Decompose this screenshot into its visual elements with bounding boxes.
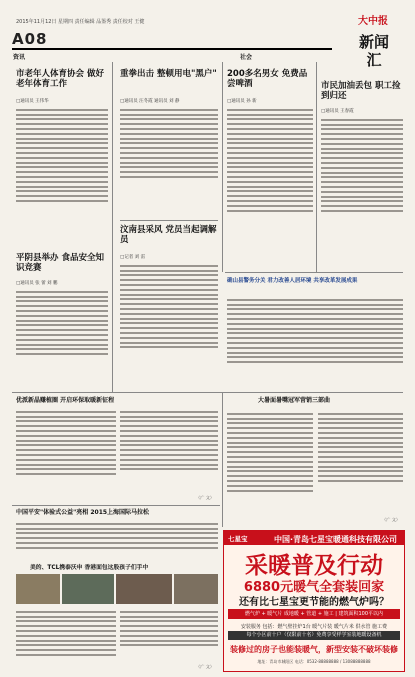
article-body [120, 408, 218, 494]
article-byline: □通讯员 孙 新 [227, 99, 257, 104]
ad-offer: 6880元暖气全套装回家 [243, 580, 385, 595]
article-byline: □通讯员 王春霞 [321, 109, 354, 114]
article-headline: 美的、TCL携泰沃申 香港面包这股孩子们手中 [30, 565, 149, 571]
ad-slogan: 装修过的房子也能装暖气，新型安装不破坏装修 [230, 645, 398, 654]
article-headline: 大暑面暑嘴冠军营销三部曲 [258, 397, 331, 404]
article-headline: 汶南县采风 党员当起调解员 [120, 225, 217, 245]
ad-company: 中国·青岛七星宝暖通科技有限公司 [274, 535, 398, 544]
article-end-mark: （广 文） [196, 664, 215, 669]
ad-brand: 七星宝 [228, 535, 248, 543]
article-body [16, 288, 108, 388]
article-body [16, 408, 116, 502]
ad-promo-line: 每个小区前十户（仅限前十名）免费享受样学室装地暖设备机 [228, 631, 400, 640]
ad-package-strip: 燃气炉 + 暖气片 成地暖 + 管道 + 施工 | 建筑面积100平以内 [228, 609, 400, 619]
newspaper-logo [348, 12, 398, 27]
news-photo [174, 574, 218, 604]
article-byline: □通讯员 王伟华 [16, 99, 49, 104]
article-headline: 确山县警务分关 君力改善人居环境 共享改革发展成果 [227, 278, 358, 284]
article-body [120, 608, 218, 666]
ad-contact: 地址：青岛市城阳区 电话：0532-88888888 / 13088888888 [257, 659, 371, 664]
article-headline: 200多名男女 免费品尝啤酒 [227, 69, 308, 89]
article-body [227, 106, 313, 266]
section-title [352, 33, 396, 69]
article-byline: □通讯员 张 蕾 刘 鹏 [16, 281, 58, 286]
article-body [16, 106, 108, 246]
date-line: 2015年11月12日 星期四 责任编辑 品鉴秀 责任校对 王健 [16, 19, 145, 25]
article-end-mark: （广 文） [196, 495, 215, 500]
left-section-label: 资讯 [13, 54, 26, 61]
article-byline: □记者 刘 雷 [120, 255, 146, 260]
row-divider [120, 220, 218, 221]
article-body [227, 410, 313, 526]
column-divider [112, 62, 113, 392]
article-body [16, 608, 116, 672]
article-body [16, 520, 218, 560]
article-headline: 重拳出击 整顿用电"黑户" [120, 69, 217, 79]
column-divider [222, 62, 223, 272]
news-photo [62, 574, 114, 604]
column-divider [222, 392, 223, 527]
page-number: A08 [12, 30, 48, 48]
row-divider [225, 272, 403, 273]
section-title-text: 新闻汇 [358, 33, 389, 69]
right-section-label: 社会 [240, 54, 253, 61]
ad-tagline: 还有比七星宝更节能的燃气炉吗？ [239, 597, 389, 608]
article-end-mark: （广 文） [382, 517, 401, 522]
header-rule [12, 48, 332, 50]
article-body [120, 106, 218, 214]
article-body [120, 262, 218, 388]
article-headline: 市民加油丢包 职工捡到归还 [321, 81, 401, 101]
article-body [321, 116, 403, 266]
column-divider [316, 62, 317, 272]
article-byline: □通讯员 汪冬霞 通讯员 刘 静 [120, 99, 180, 104]
row-divider [12, 505, 220, 506]
news-photo [116, 574, 172, 604]
news-photo [16, 574, 60, 604]
article-body [227, 296, 403, 388]
row-divider [12, 392, 403, 393]
logo-text: 大中报 [358, 16, 388, 27]
advertisement[interactable] [223, 530, 405, 672]
article-headline: 平阴县举办 食品安全知识竞赛 [16, 253, 104, 273]
ad-headline: 采暖普及行动 [245, 553, 383, 579]
article-headline: 中国平安"体验式公益"亮相 2015上海国际马拉松 [16, 509, 150, 516]
ad-detail-line: 安装服务 包括：燃气壁挂炉1台 暖气片装 暖气片米 供水管 施工费 [240, 624, 388, 630]
article-body [318, 410, 403, 516]
article-headline: 市老年人体育协会 做好老年体育工作 [16, 69, 104, 89]
article-headline: 优派新晶赚植圈 开启环保取暖新征程 [16, 397, 115, 404]
